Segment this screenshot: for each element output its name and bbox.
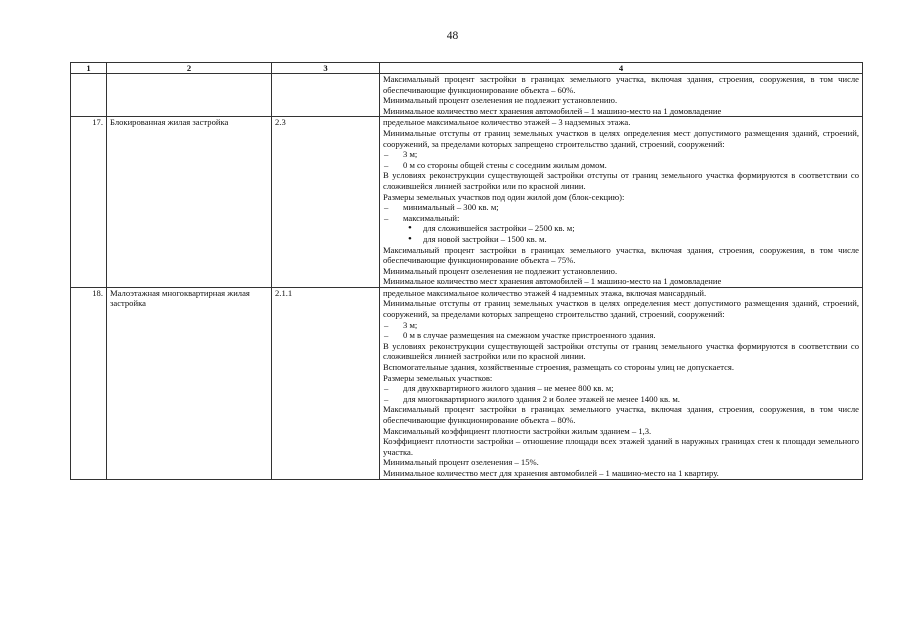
paragraph: Размеры земельных участков под один жилой дом (блок-секцию):	[383, 191, 625, 202]
paragraph: предельное максимальное количество этажей 4 надземных этажа, включая мансардный.	[383, 287, 707, 298]
paragraph: Максимальный коэффициент плотности застройки жилым зданием – 1,3.	[383, 425, 652, 436]
dash-list-item: – максимальный:	[383, 213, 859, 224]
paragraph: Минимальное количество мест для хранения автомобилей – 1 машино-место на 1 квартиру.	[383, 467, 719, 478]
paragraph: Минимальные отступы от границ земельных участков в целях определения мест допустимого размещения зданий, строений, сооружений, за пределами которых запрещено строительство зданий, строений, сооружений:	[383, 298, 859, 320]
page-number: 48	[446, 30, 459, 42]
dash-list-item: – минимальный – 300 кв. м;	[383, 202, 859, 213]
paragraph: Коэффициент плотности застройки – отношение площади всех этажей зданий в наружных границах стен к площади земельного участка.	[383, 436, 859, 457]
cell-params	[380, 74, 863, 117]
paragraph: Минимальный процент озеленения не подлежит установлению.	[383, 265, 618, 276]
use-type-code: 2.1.1	[272, 287, 380, 479]
paragraph: Максимальный процент застройки в границах земельного участка, включая здания, строения, сооружения, в том числе обеспечивающие функционирование объекта – 60%.	[383, 74, 859, 95]
row-number: 18.	[71, 287, 107, 479]
paragraph: Минимальный процент озеленения не подлежит установлению.	[383, 95, 618, 106]
paragraph: предельное максимальное количество этажей – 3 надземных этажа.	[383, 117, 631, 128]
paragraph: В условиях реконструкции существующей застройки отступы от границ земельного участка формируются в соответствии со сложившейся линией застройки или по красной линии.	[383, 340, 859, 362]
header-col-1: 1	[71, 63, 107, 74]
paragraph: Минимальный процент озеленения – 15%.	[383, 457, 539, 468]
dash-list-item: – 3 м;	[383, 149, 859, 160]
regulations-table	[70, 62, 863, 480]
dash-list-item: – для многоквартирного жилого здания 2 и более этажей не менее 1400 кв. м.	[383, 394, 859, 405]
bullet-list-item: • для новой застройки – 1500 кв. м.	[383, 234, 859, 245]
cell-params	[380, 117, 863, 288]
use-type-name: Малоэтажная многоквартирная жилая застройка	[107, 287, 272, 479]
paragraph: Минимальное количество мест хранения автомобилей – 1 машино-место на 1 домовладение	[383, 276, 722, 287]
cell-name	[107, 74, 272, 117]
dash-list-item: – для двухквартирного жилого здания – не менее 800 кв. м;	[383, 383, 859, 394]
paragraph: Вспомогательные здания, хозяйственные строения, размещать со стороны улиц не допускается.	[383, 362, 735, 373]
paragraph: В условиях реконструкции существующей застройки отступы от границ земельного участка формируются в соответствии со сложившейся линией застройки или по красной линии.	[383, 170, 859, 191]
header-col-3: 3	[272, 63, 380, 74]
table-row-18	[71, 287, 863, 479]
dash-list-item: – 0 м в случае размещения на смежном участке пристроенного здания.	[383, 330, 859, 341]
paragraph: Минимальные отступы от границ земельных участков в целях определения мест допустимого размещения зданий, строений, сооружений, за пределами которых запрещено строительство зданий, строений, сооружений:	[383, 127, 859, 149]
use-type-name: Блокированная жилая застройка	[107, 117, 272, 288]
table-header-row	[71, 63, 863, 74]
table-row-continued	[71, 74, 863, 117]
use-type-code: 2.3	[272, 117, 380, 288]
bullet-list-item: • для сложившейся застройки – 2500 кв. м;	[383, 223, 859, 234]
header-col-4: 4	[380, 63, 863, 74]
cell-code	[272, 74, 380, 117]
dash-list-item: – 0 м со стороны общей стены с соседним жилым домом.	[383, 160, 859, 171]
dash-list-item: – 3 м;	[383, 320, 859, 331]
paragraph: Максимальный процент застройки в границах земельного участка, включая здания, строения, сооружения, в том числе обеспечивающие функционирование объекта – 80%.	[383, 404, 859, 425]
row-number: 17.	[71, 117, 107, 288]
header-col-2: 2	[107, 63, 272, 74]
paragraph: Максимальный процент застройки в границах земельного участка, включая здания, строения, сооружения, в том числе обеспечивающие функционирование объекта – 75%.	[383, 244, 859, 266]
paragraph: Минимальное количество мест хранения автомобилей – 1 машино-место на 1 домовладение	[383, 105, 722, 116]
cell-num	[71, 74, 107, 117]
paragraph: Размеры земельных участков:	[383, 372, 493, 383]
table-row-17	[71, 117, 863, 288]
cell-params	[380, 287, 863, 479]
